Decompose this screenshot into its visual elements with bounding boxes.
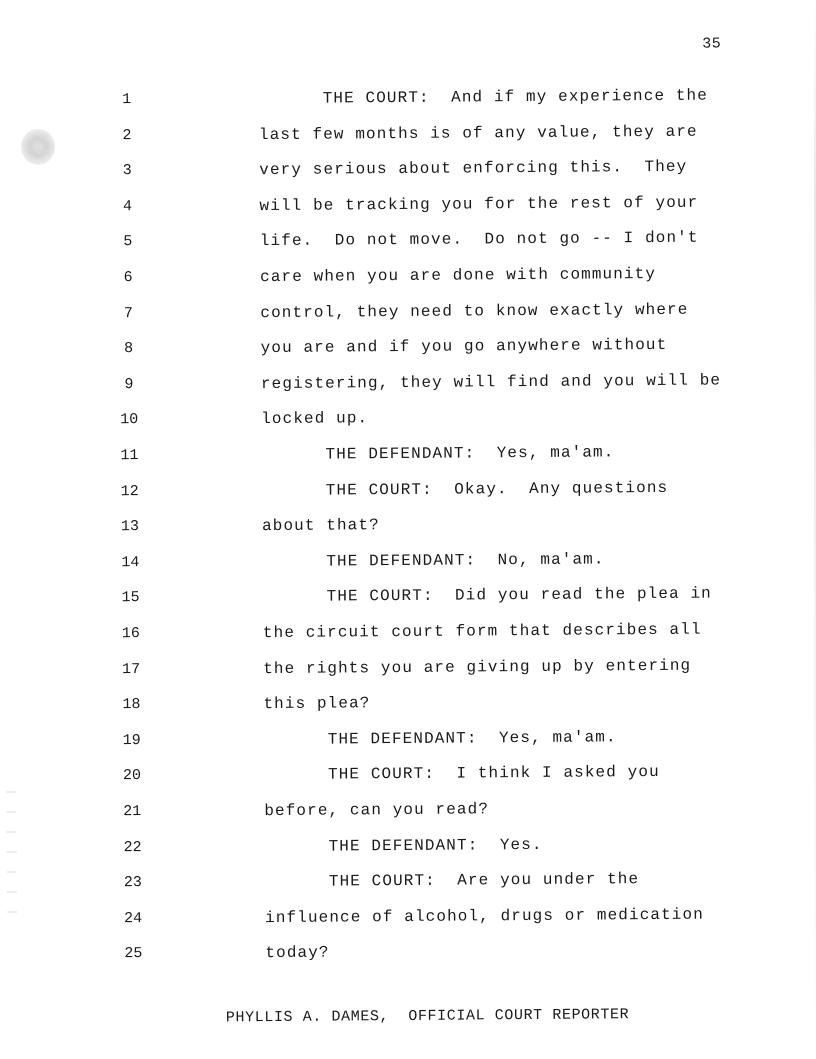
line-text: THE DEFENDANT: No, ma'am.	[326, 550, 605, 571]
line-number: 20	[122, 767, 142, 785]
line-number: 10	[120, 411, 139, 429]
transcript-line	[0, 192, 814, 218]
line-number: 24	[124, 909, 143, 927]
line-number: 23	[123, 874, 142, 892]
line-text: before, can you read?	[264, 800, 490, 821]
transcript-line	[3, 904, 816, 930]
line-number: 8	[124, 340, 134, 358]
line-number: 2	[122, 126, 132, 144]
line-text: about that?	[261, 516, 380, 536]
line-number: 16	[121, 625, 140, 643]
line-text: influence of alcohol, drugs or medication	[265, 905, 704, 927]
line-number: 18	[122, 696, 141, 714]
line-number: 19	[122, 731, 141, 749]
transcript-line	[2, 726, 816, 752]
line-number: 17	[122, 660, 141, 678]
transcript-line	[0, 263, 814, 289]
transcript-line	[2, 797, 816, 823]
transcript-line	[1, 654, 816, 680]
transcript-line	[1, 583, 816, 609]
line-text: today?	[265, 943, 330, 963]
transcript-line	[3, 939, 816, 965]
line-text: very serious about enforcing this. They	[259, 157, 688, 180]
line-text: will be tracking you for the rest of your	[259, 193, 699, 215]
line-number: 12	[120, 482, 139, 500]
line-number: 25	[124, 945, 143, 963]
transcript-line	[3, 868, 816, 894]
court-reporter-footer: PHYLLIS A. DAMES, OFFICIAL COURT REPORTER	[225, 1006, 630, 1027]
transcript-line	[0, 156, 813, 182]
transcript-line	[0, 476, 816, 502]
transcript-line	[1, 619, 816, 645]
line-text: registering, they will find and you will be	[260, 371, 722, 393]
transcript-line	[0, 120, 813, 146]
line-text: THE DEFENDANT: Yes.	[328, 835, 543, 856]
line-text: care when you are done with community	[260, 264, 657, 287]
transcript-line	[0, 370, 815, 396]
line-number: 4	[122, 197, 133, 215]
transcript-line	[0, 512, 816, 538]
page-number: 35	[702, 35, 722, 53]
line-number: 1	[122, 91, 132, 109]
line-number: 22	[123, 838, 142, 856]
line-number: 11	[120, 447, 139, 465]
transcript-line	[2, 832, 816, 858]
line-number: 6	[123, 269, 133, 287]
line-text: locked up.	[261, 409, 369, 429]
line-text: THE COURT: I think I asked you	[327, 763, 660, 784]
line-text: THE DEFENDANT: Yes, ma'am.	[325, 443, 615, 464]
line-text: last few months is of any value, they are	[258, 122, 698, 144]
transcript-line	[0, 298, 814, 324]
transcript-line	[2, 761, 816, 787]
line-text: the rights you are giving up by entering	[263, 656, 692, 678]
line-number: 21	[123, 803, 142, 821]
transcript-line	[0, 405, 815, 431]
line-number: 9	[124, 375, 134, 393]
transcript-line	[1, 690, 816, 716]
line-number: 7	[123, 304, 133, 322]
line-number: 15	[121, 589, 140, 607]
line-number: 5	[123, 233, 133, 251]
line-text: life. Do not move. Do not go -- I don't	[259, 229, 699, 251]
line-text: this plea?	[263, 694, 371, 714]
line-text: the circuit court form that describes all	[262, 620, 702, 643]
line-text: THE COURT: Are you under the	[328, 870, 640, 891]
line-number: 14	[121, 553, 140, 571]
transcript-line	[0, 227, 814, 253]
line-number: 13	[120, 518, 140, 536]
line-text: THE COURT: Did you read the plea in	[326, 584, 712, 606]
transcript-line	[0, 334, 815, 360]
transcript-line	[0, 441, 816, 467]
line-text: THE COURT: And if my experience the	[322, 86, 709, 108]
line-text: control, they need to know exactly where	[260, 300, 689, 322]
line-number: 3	[122, 162, 132, 180]
transcript-line	[0, 548, 816, 574]
transcript-line	[0, 85, 813, 111]
line-text: THE COURT: Okay. Any questions	[325, 478, 669, 500]
line-text: THE DEFENDANT: Yes, ma'am.	[327, 728, 617, 749]
line-text: you are and if you go anywhere without	[260, 336, 668, 358]
